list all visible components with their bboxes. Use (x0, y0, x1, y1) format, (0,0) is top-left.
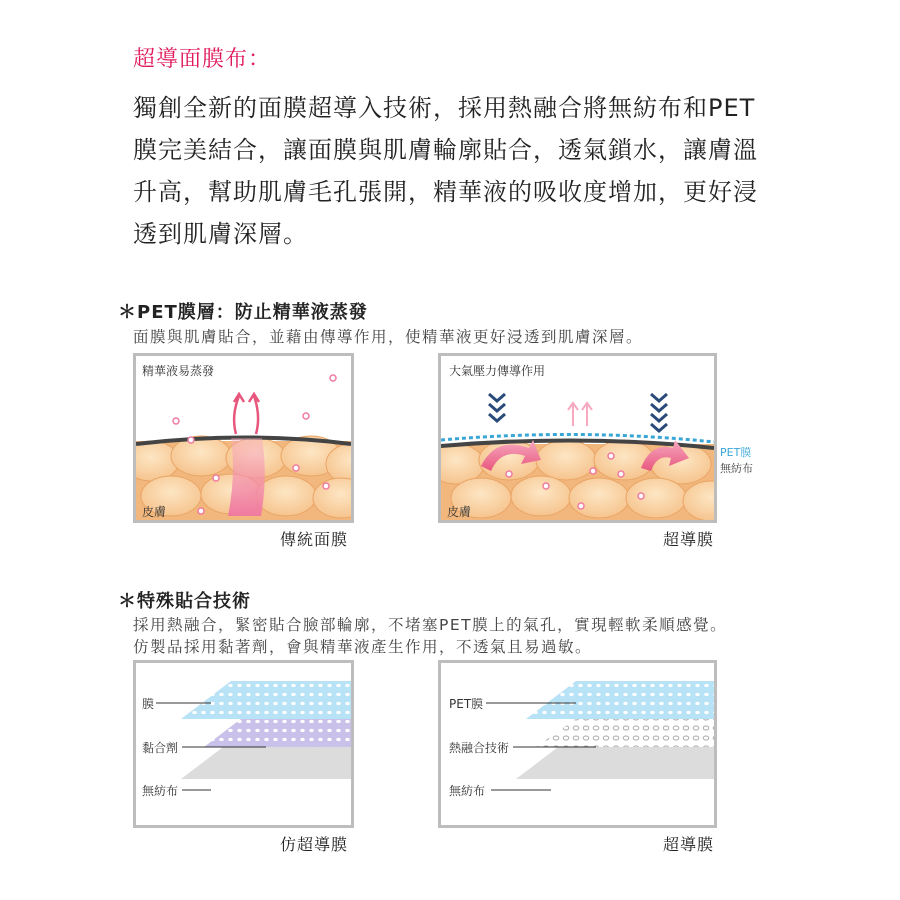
nonwoven-layer-label: 無紡布 (720, 462, 753, 475)
super-layers-caption: 超導膜 (663, 835, 715, 854)
section2-title: ＊特殊貼合技術 (118, 591, 251, 612)
nonwoven-label: 無紡布 (142, 784, 179, 798)
super-membrane-panel (438, 353, 717, 523)
evaporation-label: 精華液易蒸發 (142, 364, 215, 378)
adhesive-label: 黏合劑 (142, 741, 179, 755)
nonwoven-label: 無紡布 (449, 784, 486, 798)
intro-title: 超導面膜布： (133, 47, 272, 72)
imitation-layers-panel (133, 660, 354, 828)
imitation-caption: 仿超導膜 (280, 835, 349, 854)
evaporation-arrows (234, 394, 259, 434)
intro-line-2: 膜完美結合，讓面膜與肌膚輪廓貼合，透氣鎖水，讓膚溫 (133, 136, 758, 164)
heat-fusion-label: 熱融合技術 (449, 741, 510, 755)
intro-line-1: 獨創全新的面膜超導入技術，採用熱融合將無紡布和PET (133, 94, 756, 122)
intro-line-4: 透到肌膚深層。 (133, 220, 308, 248)
super-layers-panel (438, 660, 717, 828)
section2-subtitle-1: 採用熱融合，緊密貼合臉部輪廓，不堵塞PET膜上的氣孔，實現輕軟柔順感覺。 (133, 616, 728, 634)
super-membrane-illustration (441, 356, 714, 520)
pet-film-label: PET膜 (449, 697, 484, 711)
super-membrane-caption: 超導膜 (663, 530, 715, 549)
traditional-mask-caption: 傳統面膜 (280, 530, 349, 549)
film-label: 膜 (142, 697, 155, 711)
traditional-mask-panel (133, 353, 354, 523)
faint-up-arrows (568, 403, 592, 426)
pressure-chevrons (489, 394, 667, 431)
intro-line-3: 升高，幫助肌膚毛孔張開，精華液的吸收度增加，更好浸 (133, 178, 758, 206)
skin-label: 皮膚 (447, 505, 472, 519)
skin-label: 皮膚 (142, 505, 167, 519)
section1-title: ＊PET膜層：防止精華液蒸發 (118, 302, 368, 323)
traditional-mask-illustration (136, 356, 351, 520)
section1-subtitle: 面膜與肌膚貼合，並藉由傳導作用，使精華液更好浸透到肌膚深層。 (133, 328, 644, 346)
film-sheet (181, 681, 351, 719)
section2-subtitle-2: 仿製品採用黏著劑，會與精華液產生作用，不透氣且易過敏。 (133, 638, 593, 656)
pet-layer-label: PET膜 (720, 446, 752, 459)
essence-drip (228, 438, 265, 516)
pet-sheet (526, 681, 714, 719)
pressure-label: 大氣壓力傳導作用 (449, 364, 546, 378)
heat-fusion-sheet (536, 715, 714, 747)
